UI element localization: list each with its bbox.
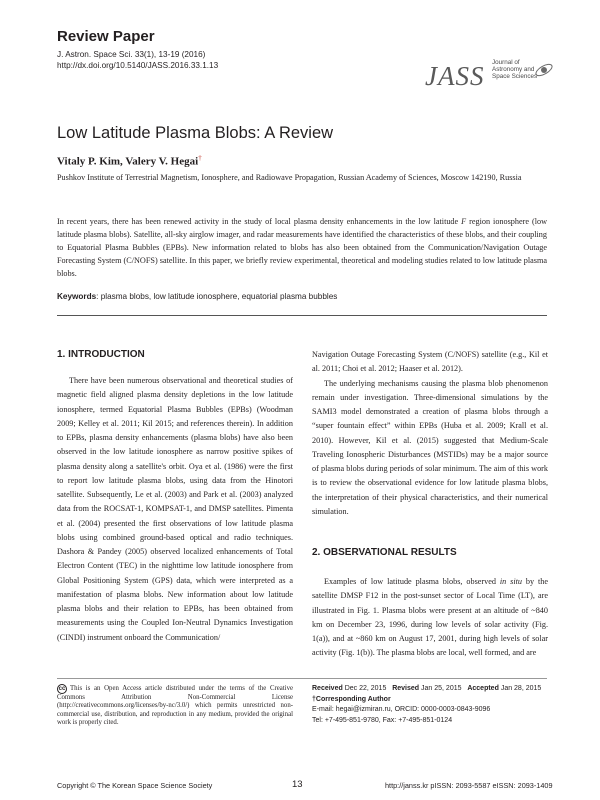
dates-line: [312, 684, 552, 695]
jass-logo-word: JASS: [425, 61, 485, 91]
footnote-divider: [57, 678, 547, 679]
page-number: 13: [292, 779, 303, 790]
contact-email[interactable]: E-mail: hegai@izmiran.ru, ORCID: 0000-0003-0843-9096: [312, 706, 491, 713]
column-right: [312, 348, 548, 519]
received-date: Dec 22, 2015: [344, 685, 387, 692]
keywords-text: : plasma blobs, low latitude ionosphere, equatorial plasma bubbles: [96, 292, 338, 301]
intro-paragraph: There have been numerous observational and theoretical studies of magnetic field aligned plasma density depletions in the low latitude ionosphere, termed Equatorial Plasma Bubbles (EPBs) (Woodman 2009; Kelley et al. 2011; Kil 2015; and references therein). In addition to EPBs, plasma density enhancements (plasma blobs) have also been observed in the low latitude ionosphere as narrow positive spikes of plasma density along a satellite's orbit. Oya et al. (1986) were the first to report low latitude plasma blobs, using data from the Hinotori satellite. Subsequently, Le et al. (2003) and Park et al. (2003) analyzed data from the ROCSAT-1, KOMPSAT-1, and DMSP satellites. Pimenta et al. (2004) presented the first observations of low latitude plasma blobs using combined ground-based optical and radio techniques. Dashora & Pandey (2005) observed localized enhancements of Total Electron Content (TEC) in the nighttime low latitude ionosphere from Global Positioning System (GPS) data, which were interpreted as a manifestation of plasma blobs. New information about low latitude plasma blobs and their relation to EPBs, has been obtained from measurements using the Coupled Ion-Neutral Dynamics Investigation (CINDI) instrument onboard the Communication/: [57, 376, 293, 642]
observational-section: [312, 575, 548, 661]
copyright-notice: Copyright © The Korean Space Science Society: [57, 781, 213, 790]
logo-sub-line: Space Sciences: [492, 73, 538, 81]
license-note: [57, 684, 293, 727]
logo-sub-line: Astronomy and: [492, 66, 535, 74]
affiliation: Pushkov Institute of Terrestrial Magnetism, Ionosphere, and Radiowave Propagation, Russian Academy of Sciences, Moscow 142190, Russia: [57, 173, 522, 182]
abstract-rest: region ionosphere (low latitude plasma blobs). Satellite, all-sky airglow imager, and radar measurements have identified the characteristics of these blobs, and their coupling to Equatorial Plasma Bubbles (EPBs). New information related to blobs has also been obtained from the Communication/Navigation Outage Forecasting System (C/NOFS) satellite. In this paper, we briefly review experimental, theoretical and modeling studies related to low latitude plasma blobs.: [57, 217, 547, 278]
intro-heading: 1. INTRODUCTION: [57, 349, 145, 360]
paper-title: Low Latitude Plasma Blobs: A Review: [57, 124, 334, 142]
revised-label: Revised: [392, 685, 420, 692]
journal-reference: [57, 49, 218, 71]
creative-commons-icon: cc: [58, 686, 66, 692]
abstract-italic: F: [461, 217, 467, 226]
jass-logo: [425, 55, 555, 97]
license-text: This is an Open Access article distributed under the terms of the Creative Commons Attribution Non-Commercial License (http://creativecommons.org/licenses/by-nc/3.0/) which permits unrestricted non-commercial use, distribution, and reproduction in any medium, provided the original work is properly cited.: [57, 685, 293, 726]
keywords-label: Keywords: [57, 292, 97, 301]
accepted-label: Accepted: [467, 685, 499, 692]
obs-rest: by the satellite DMSP F12 in the post-sunset sector of Local Time (LT), are illustrated in Fig. 1. Plasma blobs were present at an altitude of ~840 km on December 23, 1996, during low levels of solar activity (Fig. 1(a)), and at ~860 km on August 17, 2001, during high levels of solar activity (Fig. 1(b)). The plasma blobs are local, well formed, and are: [312, 577, 548, 658]
obs-italic: in situ: [499, 577, 522, 586]
doi-link[interactable]: http://dx.doi.org/10.5140/JASS.2016.33.1.13: [57, 61, 219, 70]
contact-phone: Tel: +7-495-851-9780, Fax: +7-495-851-0124: [312, 716, 453, 724]
article-history: [312, 684, 552, 726]
corresponding-mark: †: [198, 154, 202, 162]
corresponding-author: †Corresponding Author: [312, 695, 391, 703]
intro-paragraph-2: The underlying mechanisms causing the plasma blob phenomenon remain under investigation. Three-dimensional simulations by the SAMI3 model demonstrated a creation of plasma blobs through a “super fountain effect” within EPBs (Huba et al. 2009; Krall et al. 2010). However, Kil et al. (2015) suggested that Medium-Scale Traveling Ionospheric Disturbances (MSTIDs) may be a major source of plasma blobs during periods of solar minimum. The aim of this work is to review the observational evidence for low latitude plasma blobs, the interpretation of their physical characteristics, and their numerical simulation.: [312, 378, 548, 516]
observational-paragraph: [312, 575, 548, 661]
abstract: [57, 216, 547, 281]
author-names: Vitaly P. Kim, Valery V. Hegai: [57, 155, 199, 168]
received-label: Received: [312, 685, 343, 692]
observational-heading: 2. OBSERVATIONAL RESULTS: [312, 547, 457, 558]
issn-info[interactable]: http://janss.kr pISSN: 2093-5587 eISSN: 2093-1409: [385, 781, 553, 790]
column-left: [57, 374, 293, 645]
intro-continuation: Navigation Outage Forecasting System (C/NOFS) satellite (e.g., Kil et al. 2011; Choi et al. 2012; Haaser et al. 2012).: [312, 350, 548, 374]
jass-logo-subtitle: [492, 59, 537, 81]
section-divider: [57, 315, 547, 316]
journal-citation: J. Astron. Space Sci. 33(1), 13-19 (2016): [57, 50, 206, 59]
keywords: [57, 292, 547, 301]
review-paper-label: Review Paper: [57, 28, 155, 45]
author-list: [57, 154, 202, 168]
obs-lead: Examples of low latitude plasma blobs, observed: [324, 577, 500, 586]
logo-sub-line: Journal of: [492, 59, 520, 66]
abstract-lead: In recent years, there has been renewed activity in the study of local plasma density enhancements in the low latitude: [57, 217, 462, 226]
accepted-date: Jan 28, 2015: [500, 685, 542, 692]
revised-date: Jan 25, 2015: [421, 685, 462, 692]
